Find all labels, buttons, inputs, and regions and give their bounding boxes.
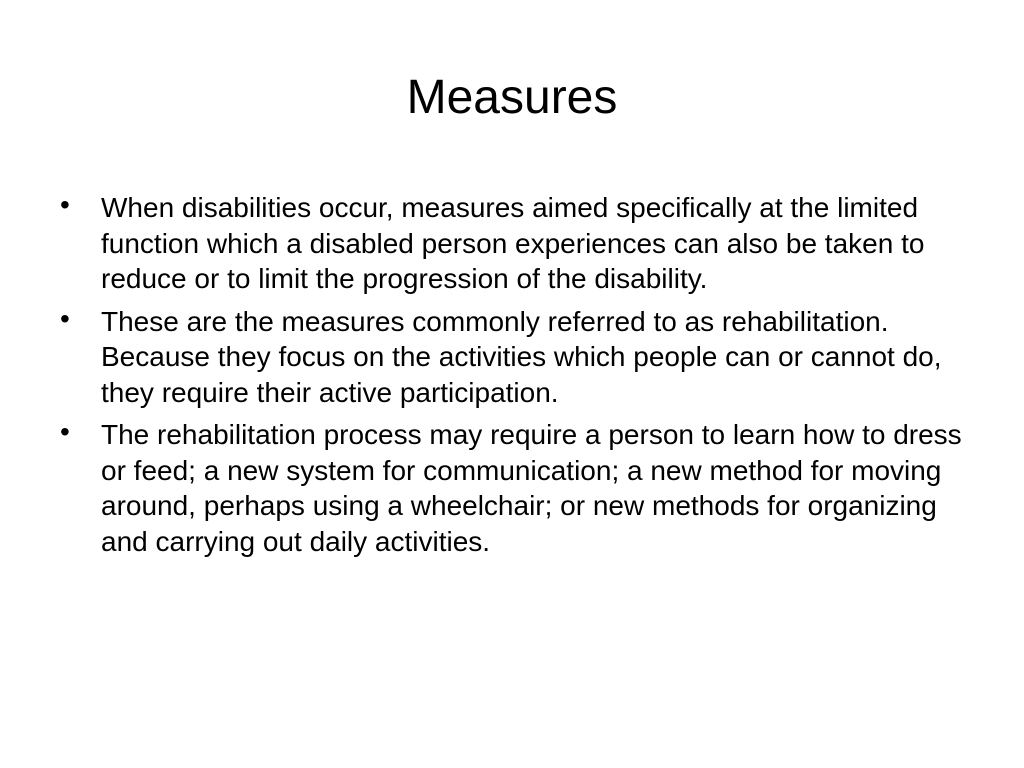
bullet-item [58,417,978,559]
bullet-dot-icon: • [60,189,70,220]
bullet-item [58,190,978,297]
slide-title: Measures [406,71,618,124]
bullet-item [58,304,978,411]
bullet-dot-icon: • [60,416,70,447]
bullet-text: These are the measures commonly referred to as rehabilitation. Because they focus on the activities which people can or cannot do, they require their active participation. [101,305,942,408]
bullet-text: The rehabilitation process may require a person to learn how to dress or feed; a new system for communication; a new method for moving around, perhaps using a wheelchair; or new methods for organizing and carrying out daily activities. [101,419,962,557]
bullet-list [58,190,978,566]
bullet-text: When disabilities occur, measures aimed specifically at the limited function which a disabled person experiences can also be taken to reduce or to limit the progression of the disability. [101,192,925,294]
bullet-dot-icon: • [60,302,70,334]
